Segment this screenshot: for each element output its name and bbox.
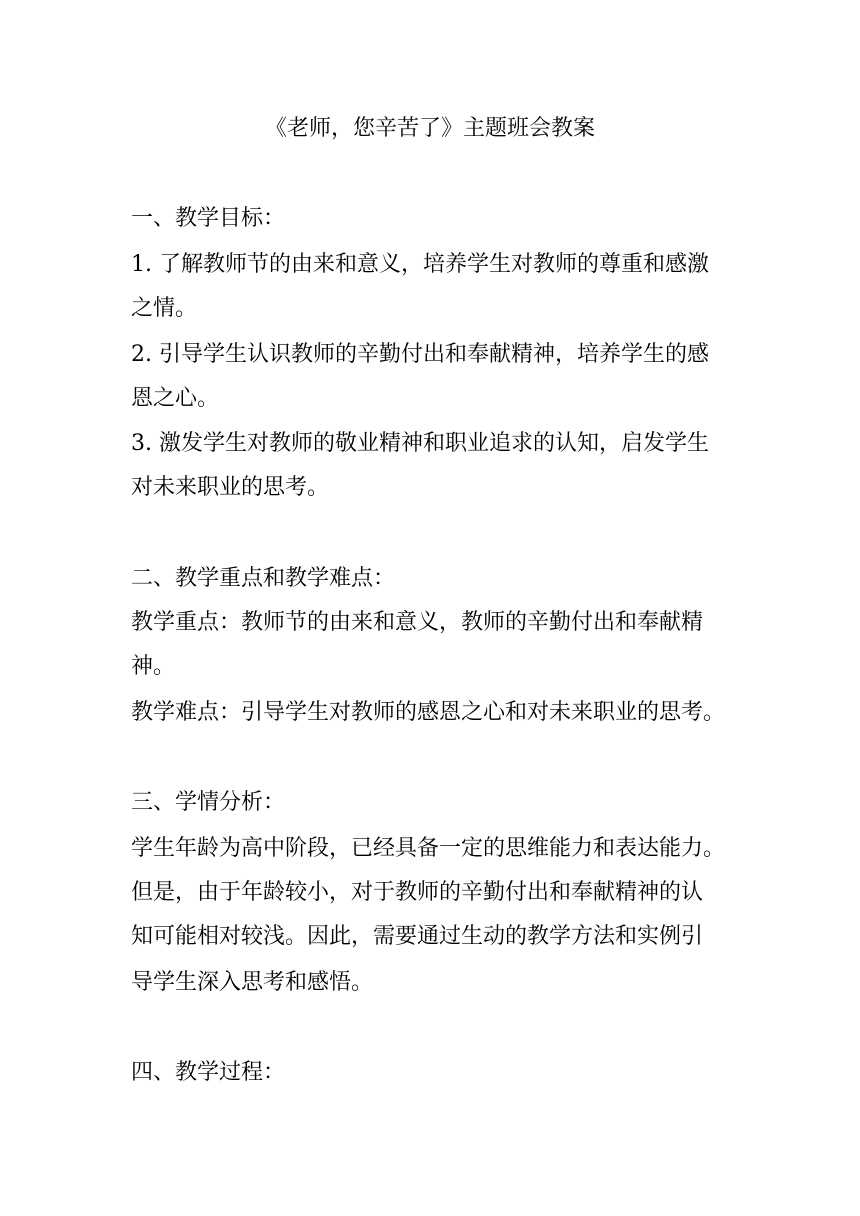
document-title: 《老师，您辛苦了》主题班会教案 xyxy=(264,116,595,141)
section-heading-goals: 一、教学目标： xyxy=(131,206,286,231)
paragraph-line: 学生年龄为高中阶段，已经具备一定的思维能力和表达能力。 xyxy=(131,836,726,861)
paragraph-line: 之情。 xyxy=(131,296,198,321)
paragraph-line: 但是，由于年龄较小，对于教师的辛勤付出和奉献精神的认 xyxy=(131,880,704,905)
paragraph-line: 3. 激发学生对教师的敬业精神和职业追求的认知，启发学生 xyxy=(131,431,709,456)
paragraph-line: 神。 xyxy=(131,654,176,679)
section-heading-key-points: 二、教学重点和教学难点： xyxy=(131,566,396,591)
paragraph-line: 2. 引导学生认识教师的辛勤付出和奉献精神，培养学生的感 xyxy=(131,342,709,367)
paragraph-line: 教学难点：引导学生对教师的感恩之心和对未来职业的思考。 xyxy=(131,700,726,725)
section-heading-process: 四、教学过程： xyxy=(131,1060,286,1085)
paragraph-line: 恩之心。 xyxy=(131,386,220,411)
paragraph-line: 教学重点：教师节的由来和意义，教师的辛勤付出和奉献精 xyxy=(131,610,704,635)
paragraph-line: 1. 了解教师节的由来和意义，培养学生对教师的尊重和感激 xyxy=(131,252,709,277)
paragraph-line: 对未来职业的思考。 xyxy=(131,475,330,500)
paragraph-line: 知可能相对较浅。因此，需要通过生动的教学方法和实例引 xyxy=(131,924,704,949)
section-heading-analysis: 三、学情分析： xyxy=(131,790,286,815)
paragraph-line: 导学生深入思考和感悟。 xyxy=(131,970,374,995)
